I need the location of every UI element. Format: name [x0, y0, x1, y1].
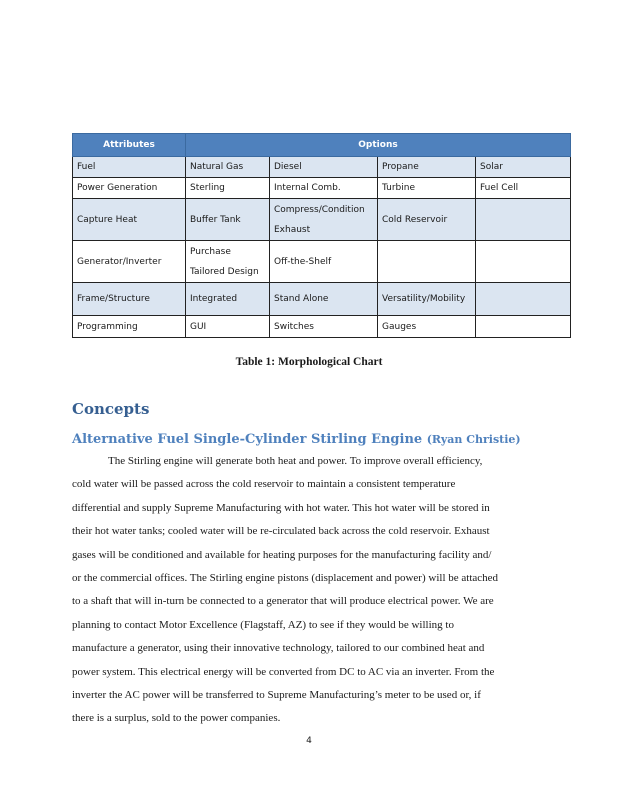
option-cell: Integrated: [186, 283, 270, 316]
paragraph-line: manufacture a generator, using their innovative technology, tailored to our combined heat and: [72, 642, 485, 655]
paragraph-line: power system. This electrical energy will be converted from DC to AC via an inverter. From the: [72, 665, 495, 678]
option-cell: Purchase Tailored Design: [186, 241, 270, 283]
paragraph-line: their hot water tanks; cooled water will be re-circulated back across the cold reservoir. Exhaust: [72, 525, 490, 538]
paragraph-line: differential and supply Supreme Manufacturing with hot water. This hot water will be stored in: [72, 501, 490, 514]
option-cell: [476, 283, 571, 316]
option-cell: Compress/Condition Exhaust: [270, 199, 378, 241]
option-cell: Off-the-Shelf: [270, 241, 378, 283]
subsection-author: (Ryan Christie): [426, 433, 521, 446]
paragraph-line: The Stirling engine will generate both heat and power. To improve overall efficiency,: [108, 455, 483, 467]
option-cell: Fuel Cell: [476, 178, 571, 199]
option-cell: Switches: [270, 316, 378, 338]
option-cell: Internal Comb.: [270, 178, 378, 199]
table-row: [73, 178, 571, 199]
table-header-row: [73, 134, 571, 157]
paragraph-line: to a shaft that will in-turn be connected to a generator that will produce electrical power. We are: [72, 595, 494, 608]
attribute-cell: Fuel: [73, 157, 186, 178]
attribute-cell: Frame/Structure: [73, 283, 186, 316]
option-cell: GUI: [186, 316, 270, 338]
paragraph-line: there is a surplus, sold to the power companies.: [72, 712, 281, 725]
option-cell: Buffer Tank: [186, 199, 270, 241]
option-cell: Solar: [476, 157, 571, 178]
option-cell: Natural Gas: [186, 157, 270, 178]
attribute-cell: Programming: [73, 316, 186, 338]
morphological-chart-table: [72, 133, 571, 338]
table-row: [73, 241, 571, 283]
option-cell: Propane: [378, 157, 476, 178]
table-row: [73, 199, 571, 241]
option-cell: Cold Reservoir: [378, 199, 476, 241]
header-options: Options: [186, 134, 571, 157]
attribute-cell: Power Generation: [73, 178, 186, 199]
attribute-cell: Capture Heat: [73, 199, 186, 241]
table-row: [73, 157, 571, 178]
subsection-heading: [72, 432, 521, 447]
option-cell: Stand Alone: [270, 283, 378, 316]
option-cell: Turbine: [378, 178, 476, 199]
attribute-cell: Generator/Inverter: [73, 241, 186, 283]
header-attributes: Attributes: [73, 134, 186, 157]
paragraph-line: cold water will be passed across the cold reservoir to maintain a consistent temperature: [72, 478, 456, 491]
section-heading: Concepts: [72, 400, 150, 418]
option-cell: [378, 241, 476, 283]
table-caption: Table 1: Morphological Chart: [235, 356, 383, 368]
option-cell: Versatility/Mobility: [378, 283, 476, 316]
option-cell: Gauges: [378, 316, 476, 338]
option-cell: Diesel: [270, 157, 378, 178]
subsection-title: Alternative Fuel Single-Cylinder Stirling Engine: [72, 432, 423, 447]
option-cell: [476, 316, 571, 338]
table-row: [73, 316, 571, 338]
page-number: 4: [306, 736, 312, 746]
paragraph-line: inverter the AC power will be transferred to Supreme Manufacturing’s meter to be used or, if: [72, 689, 481, 702]
option-cell: Sterling: [186, 178, 270, 199]
option-cell: [476, 199, 571, 241]
body-paragraph: [72, 450, 542, 731]
paragraph-line: or the commercial offices. The Stirling engine pistons (displacement and power) will be attached: [72, 572, 499, 585]
option-cell: [476, 241, 571, 283]
paragraph-line: planning to contact Motor Excellence (Flagstaff, AZ) to see if they would be willing to: [72, 618, 454, 631]
paragraph-line: gases will be conditioned and available for heating purposes for the manufacturing facility and/: [72, 548, 492, 561]
table-row: [73, 283, 571, 316]
